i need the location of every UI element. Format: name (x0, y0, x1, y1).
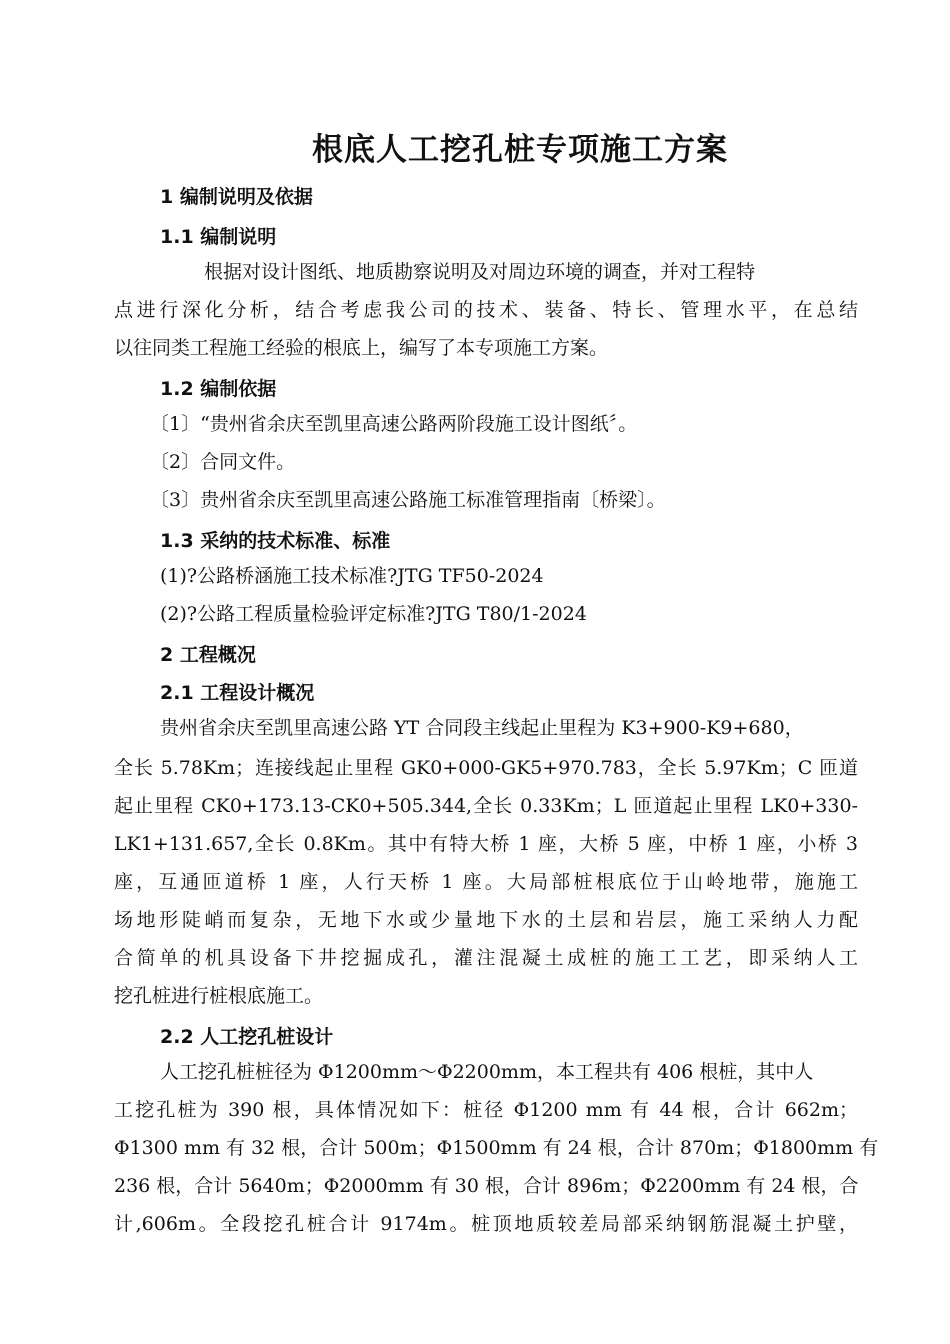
paragraph-line: Φ1300 mm 有 32 根，合计 500m；Φ1500mm 有 24 根，合计 870m；Φ1800mm 有 (114, 1137, 879, 1159)
section-2-2-heading: 2.2 人工挖孔桩设计 (160, 1026, 334, 1048)
section-2-1-heading: 2.1 工程设计概况 (160, 682, 315, 704)
paragraph-line: 236 根，合计 5640m；Φ2000mm 有 30 根，合计 896m；Φ2200mm 有 24 根，合 (114, 1175, 859, 1197)
paragraph-line: 起止里程 CK0+173.13-CK0+505.344,全长 0.33Km；L 匝道起止里程 LK0+330- (114, 795, 858, 817)
document-title: 根底人工挖孔桩专项施工方案 (312, 132, 728, 168)
paragraph-line: 座，互通匝道桥 1 座，人行天桥 1 座。大局部桩根底位于山岭地带，施施工 (114, 871, 858, 893)
list-item: 〔2〕合同文件。 (150, 451, 296, 473)
list-item: 〔1〕“贵州省余庆至凯里高速公路两阶段施工设计图纸〞。 (150, 413, 638, 435)
paragraph-line: LK1+131.657,全长 0.8Km。其中有特大桥 1 座，大桥 5 座，中桥 1 座，小桥 3 (114, 833, 858, 855)
section-1-2-heading: 1.2 编制依据 (160, 378, 277, 400)
paragraph-line: 点进行深化分析，结合考虑我公司的技术、装备、特长、管理水平，在总结 (114, 299, 858, 321)
section-1-3-heading: 1.3 采纳的技术标准、标准 (160, 530, 391, 552)
list-item: (2)?公路工程质量检验评定标准?JTG T80/1-2024 (160, 603, 587, 625)
paragraph-line: 全长 5.78Km；连接线起止里程 GK0+000-GK5+970.783，全长 5.97Km；C 匝道 (114, 757, 858, 779)
paragraph-line: 计,606m。全段挖孔桩合计 9174m。桩顶地质较差局部采纳钢筋混凝土护壁， (114, 1213, 858, 1235)
paragraph-line: 工挖孔桩为 390 根，具体情况如下：桩径 Φ1200 mm 有 44 根，合计 662m； (114, 1099, 858, 1121)
list-item: 〔3〕贵州省余庆至凯里高速公路施工标准管理指南〔桥梁〕。 (150, 489, 666, 511)
paragraph-line: 合简单的机具设备下井挖掘成孔，灌注混凝土成桩的施工工艺，即采纳人工 (114, 947, 858, 969)
paragraph-line: 人工挖孔桩桩径为 Φ1200mm～Φ2200mm，本工程共有 406 根桩，其中人 (160, 1061, 814, 1083)
paragraph-line: 挖孔桩进行桩根底施工。 (114, 985, 324, 1007)
section-2-heading: 2 工程概况 (160, 644, 256, 666)
paragraph-line: 场地形陡峭而复杂，无地下水或少量地下水的土层和岩层，施工采纳人力配 (114, 909, 858, 931)
paragraph-line: 贵州省余庆至凯里高速公路 YT 合同段主线起止里程为 K3+900-K9+680， (160, 717, 804, 739)
paragraph-line: 以往同类工程施工经验的根底上，编写了本专项施工方案。 (114, 337, 609, 359)
section-1-heading: 1 编制说明及依据 (160, 186, 313, 208)
list-item: (1)?公路桥涵施工技术标准?JTG TF50-2024 (160, 565, 544, 587)
section-1-1-heading: 1.1 编制说明 (160, 226, 277, 248)
paragraph-line: 根据对设计图纸、地质勘察说明及对周边环境的调查，并对工程特 (204, 261, 756, 283)
